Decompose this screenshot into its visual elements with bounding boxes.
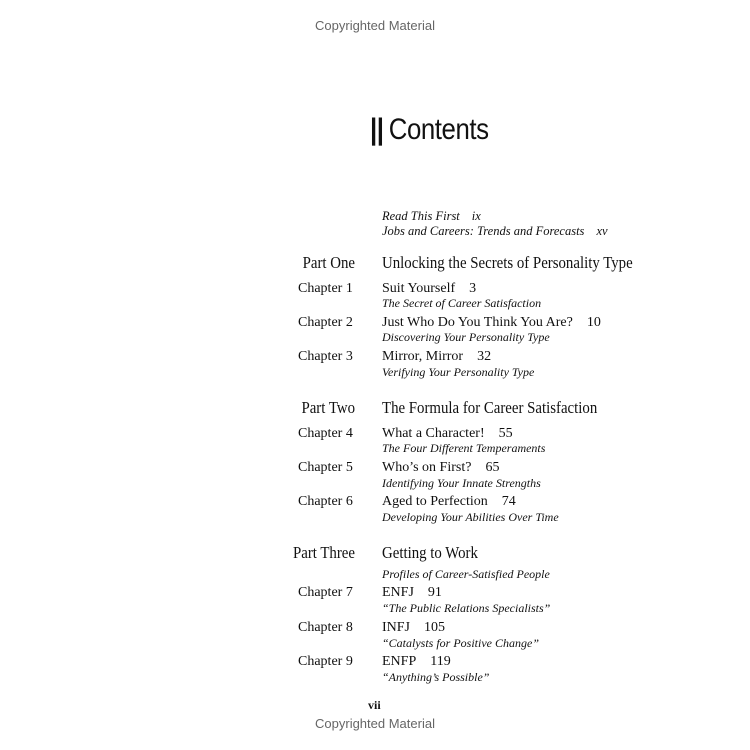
page-title-text: Contents	[388, 113, 489, 146]
part-title: The Formula for Career Satisfaction	[382, 398, 598, 417]
page-number: vii	[368, 698, 381, 712]
chapter-label: Chapter 4	[298, 426, 353, 441]
chapter-subtitle: The Secret of Career Satisfaction	[382, 296, 542, 310]
chapter-subtitle: Identifying Your Innate Strengths	[382, 476, 541, 490]
chapter-title: ENFJ	[382, 585, 414, 600]
front-matter-entry	[382, 224, 608, 239]
chapter-label: Chapter 1	[298, 281, 353, 296]
chapter-subtitle: “Catalysts for Positive Change”	[382, 636, 540, 650]
front-matter-entry	[382, 209, 481, 224]
chapter-title-line	[382, 654, 451, 670]
chapter-subtitle: “The Public Relations Specialists”	[382, 601, 551, 615]
chapter-page: 91	[427, 585, 442, 600]
chapter-subtitle: The Four Different Temperaments	[382, 441, 546, 455]
chapter-title: Suit Yourself	[382, 281, 456, 296]
part-subtitle: Profiles of Career-Satisfied People	[382, 567, 550, 581]
chapter-label: Chapter 7	[298, 585, 353, 600]
chapter-page: 105	[424, 620, 446, 635]
copyright-watermark-bottom: Copyrighted Material	[315, 716, 435, 731]
chapter-label: Chapter 5	[298, 460, 353, 475]
front-matter-title: Jobs and Careers: Trends and Forecasts	[382, 224, 585, 238]
chapter-title-line	[382, 426, 513, 442]
chapter-title-line	[382, 281, 476, 297]
chapter-title-line	[382, 460, 499, 476]
chapter-subtitle: Verifying Your Personality Type	[382, 365, 535, 379]
chapter-title: Mirror, Mirror	[382, 349, 464, 364]
part-label: Part Two	[301, 398, 355, 417]
chapter-page: 3	[469, 281, 477, 296]
chapter-page: 65	[485, 460, 500, 475]
title-bar-mark: ||	[370, 113, 384, 146]
chapter-page: 32	[477, 349, 492, 364]
chapter-title: INFJ	[382, 620, 411, 635]
chapter-page: 10	[586, 315, 601, 330]
front-matter-title: Read This First	[382, 209, 460, 223]
chapter-label: Chapter 3	[298, 349, 353, 364]
part-title: Getting to Work	[382, 543, 478, 562]
chapter-label: Chapter 6	[298, 494, 353, 509]
chapter-label: Chapter 9	[298, 654, 353, 669]
front-matter-page: ix	[471, 209, 481, 223]
chapter-label: Chapter 2	[298, 315, 353, 330]
part-label: Part One	[302, 253, 355, 272]
chapter-title-line	[382, 620, 445, 636]
copyright-watermark-top: Copyrighted Material	[315, 18, 435, 33]
chapter-page: 119	[430, 654, 451, 669]
chapter-title: ENFP	[382, 654, 417, 669]
chapter-page: 74	[501, 494, 516, 509]
front-matter-page: xv	[596, 224, 608, 238]
chapter-title-line	[382, 585, 442, 601]
chapter-subtitle: Developing Your Abilities Over Time	[382, 510, 559, 524]
part-label: Part Three	[292, 543, 355, 562]
chapter-title: What a Character!	[382, 426, 485, 441]
chapter-title-line	[382, 494, 516, 510]
chapter-subtitle: “Anything’s Possible”	[382, 670, 490, 684]
page-title	[370, 113, 489, 147]
chapter-title: Just Who Do You Think You Are?	[382, 315, 573, 330]
chapter-title-line	[382, 315, 601, 331]
chapter-page: 55	[498, 426, 513, 441]
part-title: Unlocking the Secrets of Personality Type	[382, 253, 633, 272]
chapter-title: Who’s on First?	[382, 460, 472, 475]
chapter-title: Aged to Perfection	[382, 494, 488, 509]
chapter-subtitle: Discovering Your Personality Type	[382, 330, 550, 344]
chapter-title-line	[382, 349, 491, 365]
chapter-label: Chapter 8	[298, 620, 353, 635]
